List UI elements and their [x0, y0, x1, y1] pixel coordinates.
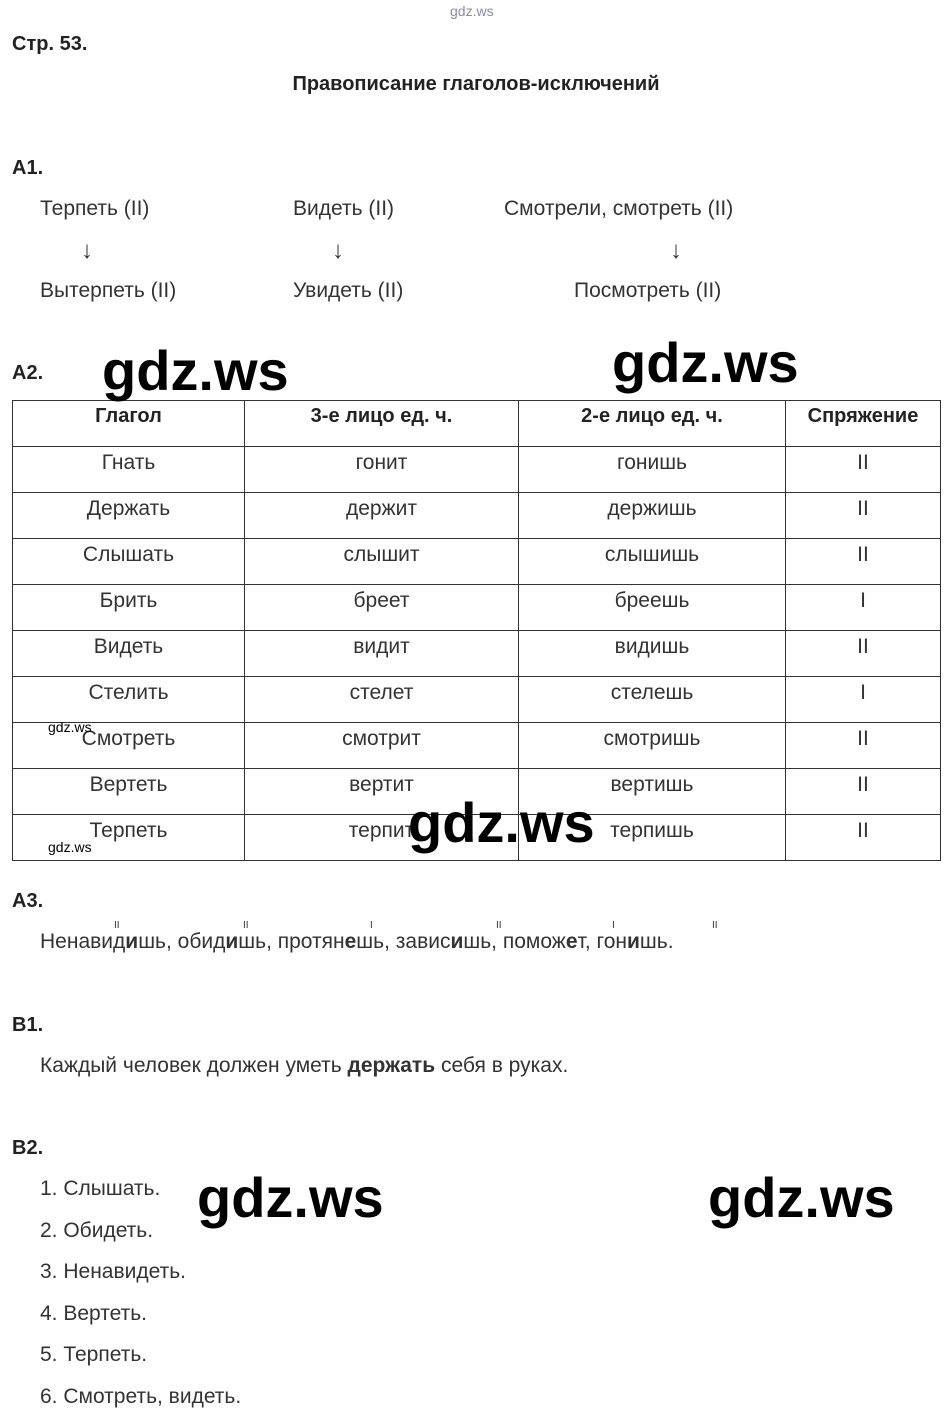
cell-verb: Вертеть: [13, 769, 245, 815]
section-b1-label: В1.: [12, 1014, 43, 1037]
conjugation-mark: II: [114, 920, 120, 931]
a3-word: обидишь,: [178, 930, 278, 953]
cell-third-person: держит: [245, 493, 519, 539]
cell-third-person: стелет: [245, 677, 519, 723]
a3-word: протянешь,: [278, 930, 396, 953]
list-item: 6. Смотреть, видеть.: [40, 1385, 241, 1426]
section-a3-label: А3.: [12, 890, 43, 913]
a3-word: Ненавидишь,: [40, 930, 178, 953]
b1-sentence: Каждый человек должен уметь держать себя в руках.: [40, 1054, 568, 1078]
cell-second-person: терпишь: [519, 815, 786, 861]
header-third-person: 3-е лицо ед. ч.: [245, 401, 519, 447]
a1-word-3: Смотрели, смотреть (II): [504, 197, 733, 221]
table-row: [13, 539, 941, 585]
down-arrow-icon: ↓: [332, 237, 344, 265]
list-item: 5. Терпеть.: [40, 1343, 241, 1385]
a3-word: зависишь,: [396, 930, 503, 953]
cell-verb: Слышать: [13, 539, 245, 585]
cell-third-person: видит: [245, 631, 519, 677]
table-header-row: [13, 401, 941, 447]
cell-verb: Терпеть: [13, 815, 245, 861]
cell-second-person: видишь: [519, 631, 786, 677]
a1-derived-2: Увидеть (II): [293, 279, 403, 303]
table-row: [13, 447, 941, 493]
watermark-small: gdz.ws: [48, 719, 92, 735]
table-row: [13, 631, 941, 677]
cell-conjugation: II: [786, 493, 941, 539]
cell-third-person: гонит: [245, 447, 519, 493]
watermark: gdz.ws: [197, 1165, 384, 1230]
cell-verb: Смотреть: [13, 723, 245, 769]
cell-conjugation: II: [786, 631, 941, 677]
section-a1-label: А1.: [12, 157, 43, 180]
cell-third-person: терпит: [245, 815, 519, 861]
list-item: 4. Вертеть.: [40, 1302, 241, 1344]
table-row: [13, 723, 941, 769]
b1-highlight: держать: [348, 1054, 436, 1077]
watermark: gdz.ws: [102, 338, 289, 403]
cell-second-person: держишь: [519, 493, 786, 539]
cell-third-person: вертит: [245, 769, 519, 815]
table-row: [13, 585, 941, 631]
list-item: 3. Ненавидеть.: [40, 1260, 241, 1302]
list-item: 2. Обидеть.: [40, 1219, 241, 1261]
cell-second-person: гонишь: [519, 447, 786, 493]
cell-conjugation: II: [786, 539, 941, 585]
conjugation-mark: I: [612, 920, 615, 931]
cell-third-person: бреет: [245, 585, 519, 631]
watermark: gdz.ws: [408, 790, 595, 855]
cell-conjugation: I: [786, 585, 941, 631]
cell-verb: Брить: [13, 585, 245, 631]
a1-derived-3: Посмотреть (II): [574, 279, 721, 303]
conjugation-mark: II: [496, 920, 502, 931]
down-arrow-icon: ↓: [81, 237, 93, 265]
cell-verb: Видеть: [13, 631, 245, 677]
watermark: gdz.ws: [708, 1165, 895, 1230]
page-number: Стр. 53.: [12, 33, 87, 56]
cell-second-person: вертишь: [519, 769, 786, 815]
cell-verb: Стелить: [13, 677, 245, 723]
header-second-person: 2-е лицо ед. ч.: [519, 401, 786, 447]
list-item: 1. Слышать.: [40, 1177, 241, 1219]
cell-third-person: смотрит: [245, 723, 519, 769]
cell-conjugation: II: [786, 769, 941, 815]
conjugation-mark: I: [370, 920, 373, 931]
page-title: Правописание глаголов-исключений: [0, 73, 952, 96]
cell-conjugation: I: [786, 677, 941, 723]
section-b2-label: В2.: [12, 1137, 43, 1160]
header-verb: Глагол: [13, 401, 245, 447]
cell-third-person: слышит: [245, 539, 519, 585]
header-conjugation: Спряжение: [786, 401, 941, 447]
cell-conjugation: II: [786, 723, 941, 769]
cell-verb: Гнать: [13, 447, 245, 493]
top-watermark: gdz.ws: [450, 3, 494, 19]
conjugation-mark: II: [243, 920, 249, 931]
cell-verb: Держать: [13, 493, 245, 539]
watermark: gdz.ws: [612, 330, 799, 395]
table-row: [13, 677, 941, 723]
watermark-small: gdz.ws: [48, 839, 92, 855]
a1-word-1: Терпеть (II): [40, 197, 149, 221]
a3-word: поможет,: [503, 930, 597, 953]
down-arrow-icon: ↓: [670, 237, 682, 265]
section-a2-label: А2.: [12, 362, 43, 385]
cell-second-person: бреешь: [519, 585, 786, 631]
cell-second-person: стелешь: [519, 677, 786, 723]
conjugation-mark: II: [712, 920, 718, 931]
a1-word-2: Видеть (II): [293, 197, 394, 221]
a3-sentence: [40, 930, 674, 954]
cell-second-person: смотришь: [519, 723, 786, 769]
cell-conjugation: II: [786, 815, 941, 861]
a1-derived-1: Вытерпеть (II): [40, 279, 176, 303]
table-row: [13, 493, 941, 539]
cell-second-person: слышишь: [519, 539, 786, 585]
cell-conjugation: II: [786, 447, 941, 493]
a3-word: гонишь.: [597, 930, 674, 953]
